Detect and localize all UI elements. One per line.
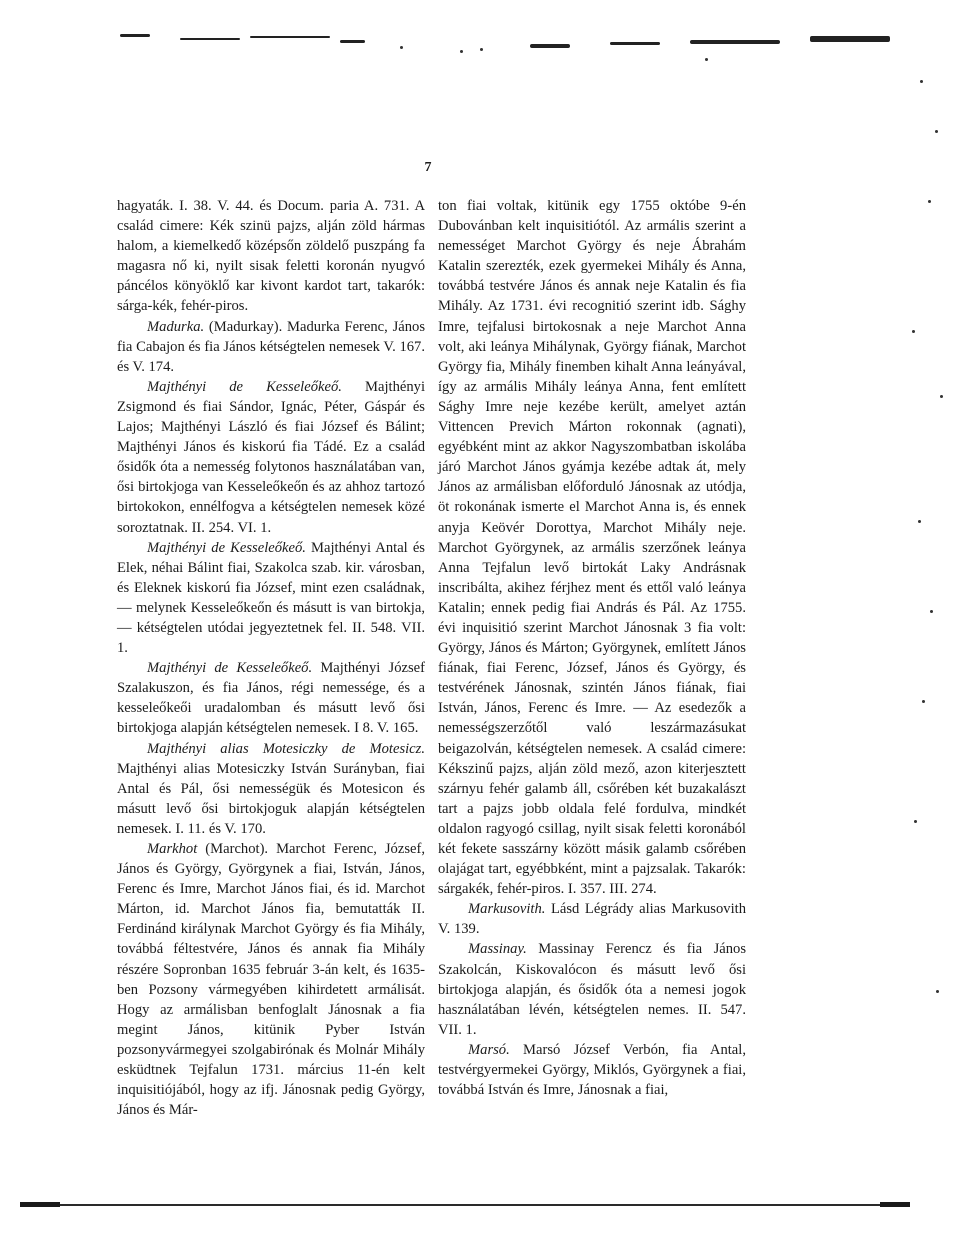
paragraph bbox=[438, 899, 746, 939]
paragraph-text: Majthényi alias Motesiczky István Surányban, fiai Antal és Pál, ősi nemességük és Motesicon és másutt levő ősi birtokjoguk alapján kétségtelen nemesek. I. 11. és V. 170. bbox=[117, 760, 425, 837]
paragraph bbox=[438, 939, 746, 1039]
paragraph-text: Marsó József Verbón, fia Antal, testvérgyermekei György, Miklós, Györgynek a fiai, továbbá István és Imre, Jánosnak a fiai, bbox=[438, 1041, 746, 1099]
text-column-left bbox=[117, 196, 425, 1120]
paragraph bbox=[117, 839, 425, 1120]
paragraph-text: (Marchot). Marchot Ferenc, József, János és György, Györgynek a fiai, István, János, Ferenc és Imre, Marchot János fiai, és id. Marchot Márton, id. Marchot János fia, bemutatták II. Ferdinánd királynak Marchot György és fia Mihály, továbbá féltestvére, János és annak fia Mihály részére Sopronban 1635 február 3-án kelt, és 1635-ben Pozsony vármegyében kihirdetett armálisát. Hogy az armálisban benfoglalt Jánosnak a fia megint János, kitünik Pyber István pozsonyvármegyei szolgabirónak és Molnár Mihály esküdtnek Tejfalun 1731. március 11-én kelt inquisitiójából, hogy az ifj. Jánosnak pedig György, János és Már- bbox=[117, 841, 425, 1119]
scan-artifacts-right bbox=[900, 0, 960, 1253]
paragraph bbox=[438, 1040, 746, 1100]
paragraph-text: Majthényi József Szalakuszon, és fia János, régi nemessége, és a kesseleőkeői uradalomban és másutt levő ősi birtokjoga alapján kétségtelen nemesek. I 8. V. 165. bbox=[117, 660, 425, 737]
paragraph bbox=[117, 317, 425, 377]
paragraph bbox=[117, 739, 425, 839]
scan-artifacts-top bbox=[0, 0, 960, 70]
paragraph-text: Lásd Légrády alias Markusovith V. 139. bbox=[438, 901, 746, 938]
paragraph-text: Massinay Ferencz és fia János Szakolcán, Kiskovalócon és másutt levő ősi birtokjoga alapján, és ősidők óta a nemesi jogok használatában lévén, kétségtelen nemes. II. 547. VII. 1. bbox=[438, 941, 746, 1038]
paragraph bbox=[438, 196, 746, 899]
entry-heading: Majthényi de Kesseleőkeő. bbox=[147, 378, 342, 395]
page-number: 7 bbox=[424, 160, 432, 175]
paragraph-text: Majthényi Antal és Elek, néhai Bálint fiai, Szakolca szab. kir. városban, és Eleknek kiskorú fia József, mint ezen családnak, — melynek Kesseleőkeőn és másutt is van birtokja, — kétségtelen utódai jegyeztetnek fel. II. 548. VII. 1. bbox=[117, 539, 425, 657]
paragraph bbox=[117, 658, 425, 738]
entry-heading: Majthényi de Kesseleőkeő. bbox=[147, 539, 306, 556]
entry-heading: Majthényi de Kesseleőkeő. bbox=[147, 660, 313, 677]
entry-heading: Markusovith. bbox=[468, 901, 546, 918]
paragraph-text: (Madurkay). Madurka Ferenc, János fia Cabajon és fia János kétségtelen nemesek V. 167. és V. 174. bbox=[117, 318, 425, 375]
entry-heading: Marsó. bbox=[468, 1041, 510, 1058]
paragraph-text: hagyaták. I. 38. V. 44. és Docum. paria A. 731. A család cimere: Kék szinü pajzs, alján zöld hármas halom, a kiemelkedő középsőn zöldelő puszpáng fa magasra nő ki, nyilt sisak feletti koronán nyugvó páncélos könyöklő kar kivont kardot tart, takarók: sárga-kék, fehér-piros. bbox=[117, 198, 425, 315]
paragraph bbox=[117, 538, 425, 659]
paragraph bbox=[117, 377, 425, 538]
entry-heading: Majthényi alias Motesiczky de Motesicz. bbox=[147, 740, 425, 757]
text-column-right bbox=[438, 196, 746, 1100]
paragraph-text: Majthényi Zsigmond és fiai Sándor, Ignác, Péter, Gáspár és Lajos; Majthényi László és fiai József és Bálint; Majthényi János és kiskorú fia Tádé. Ez a család ősidők óta a nemesség folytonos használatában van, ősi birtokjoga van Kesseleőkeőn és az ahhoz tartozó birtokokon, ennélfogva a kétségtelen nemesek közé soroztatnak. II. 254. VI. 1. bbox=[117, 378, 426, 536]
entry-heading: Madurka. bbox=[147, 318, 205, 335]
paragraph-text: ton fiai voltak, kitünik egy 1755 októbe 9-én Dubovánban kelt inquisitiótól. Az armális szerint a nemességet Marchot György és neje Ábrahám Katalin szerezték, ezek gyermekei Mihály és Anna, továbbá testvére János és annak neje Katalin és fia Mihály. Az 1731. évi recognitió szerint idb. Sághy Imre, tejfalusi birtokosnak a neje Marchot Anna volt, aki leánya Mihálynak, György fiának, Marchot György fia, Mihály finemben kihalt Anna leányával, így az armális Mihály leánya Anna, fent említett Sághy Imre neje kezébe került, amelyet aztán Vittencen Previch Márton rokonnak (agnati), egyébként mint az akkor Nagyszombatban iskolába járó Marchot János gyámja kezébe adtak át, mely János az armálisban előforduló Jánosnak az utódja, öt rokonának ismerte el Marchot Anna is, és ennek anyja Keövér Dorottya, Marchot Mihály neje. Marchot Györgynek, az armális szerzőnek leánya Anna Tejfalun levő birtokát Laky Andrásnak inscribálta, akihez férjhez ment és ettől való leánya Katalin; ennek pedig fiai András és Pál. Az 1755. évi inquisitió szerint Marchot Jánosnak 3 fia volt: György, János és Márton; Györgynek, említett János fiának, fiai Ferenc, József, János és György, és testvérének Jánosnak, szintén János fiának, fiai István, János, Ferenc és Imre. — Az esedezők a nemességszerzőtől való leszármazásukat beigazolván, kétségtelen nemesek. A család cimere: Kékszinű pajzs, alján zöld mező, azon kiterjesztett szárnyu fehér galamb áll, csőrében két buzakalászt tart a pajzs jobb oldala felé fordulva, mindkét oldalon ragyogó csillag, nyilt sisak feletti koronából két fekete sasszárny között másik galamb csőrében olajágat tart, egyébbként, mint a pajzsalak. Takarók: sárgakék, fehér-piros. I. 357. III. 274. bbox=[438, 198, 746, 898]
scan-artifacts-bottom bbox=[0, 1190, 960, 1220]
entry-heading: Massinay. bbox=[468, 941, 527, 958]
entry-heading: Markhot bbox=[147, 841, 198, 857]
paragraph bbox=[117, 196, 425, 317]
